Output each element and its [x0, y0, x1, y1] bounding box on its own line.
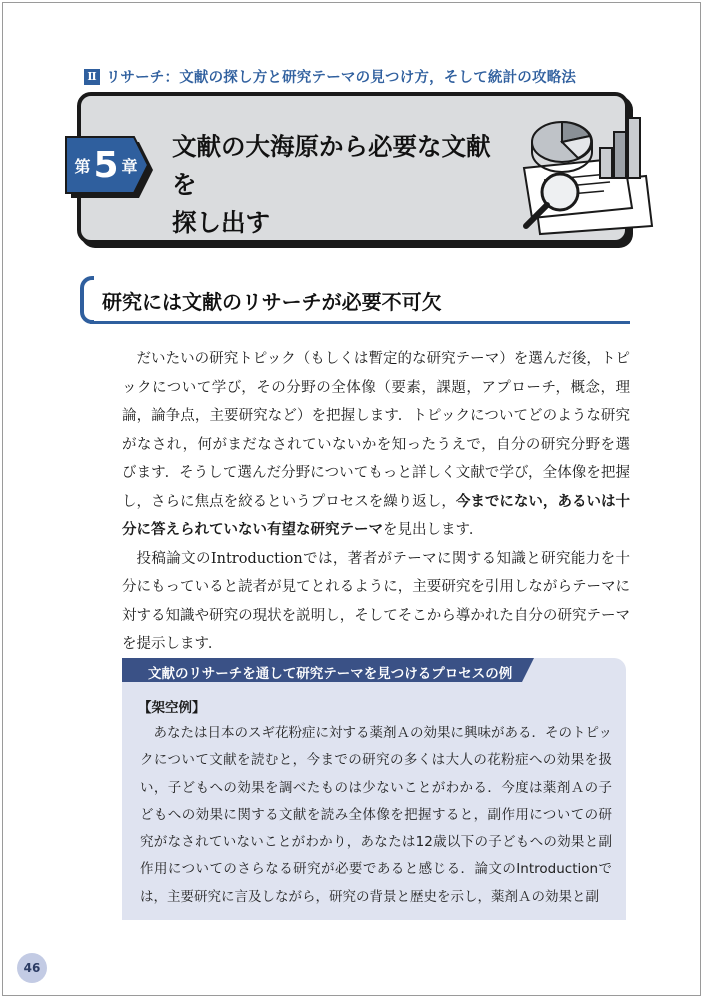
illustration-icon [504, 96, 656, 236]
body-text [122, 345, 630, 659]
paragraph-1-emphasis: 今までにない，あるいは十分に答えられていない有望な研究テーマ [122, 493, 631, 538]
paragraph-1 [122, 345, 630, 545]
part-header [84, 66, 576, 87]
example-callout [122, 658, 626, 920]
chapter-title-line2: 探し出す [172, 208, 270, 237]
section-underline [90, 321, 630, 324]
chapter-number: 5 [93, 144, 119, 186]
chart-and-magnifier-illustration [504, 96, 656, 236]
section-heading [80, 276, 630, 328]
chapter-label [62, 135, 150, 195]
chapter-word-before: 第 [74, 156, 91, 176]
part-number-badge: Ⅱ [84, 69, 100, 85]
paragraph-2: 投稿論文のIntroductionでは，著者がテーマに関する知識と研究能力を十分にもっていると読者が見てとれるように，主要研究を引用しながらテーマに対する知識や研究の現状を説明し，そしてそこから導かれた自分の研究テーマを提示します． [122, 550, 630, 652]
chapter-badge [62, 135, 154, 201]
chapter-word-after: 章 [121, 156, 138, 176]
section-bracket [80, 276, 94, 324]
paragraph-1-part2: を見出します． [383, 522, 484, 538]
callout-text [140, 720, 612, 911]
part-title: リサーチ：文献の探し方と研究テーマの見つけ方，そして統計の攻略法 [106, 70, 577, 86]
page-number: 46 [17, 953, 47, 983]
callout-subtitle: 【架空例】 [138, 700, 206, 716]
chapter-title [172, 128, 512, 242]
section-title: 研究には文献のリサーチが必要不可欠 [102, 290, 442, 314]
callout-paragraph: あなたは日本のスギ花粉症に対する薬剤Ａの効果に興味がある．そのトピックについて文献を読むと，今までの研究の多くは大人の花粉症への効果を扱い，子どもへの効果を調べたものは少ないことがわかる．今度は薬剤Ａの子どもへの効果に関する文献を読み全体像を把握すると，副作用についての研究がなされていないことがわかり，あなたは12歳以下の子どもへの効果と副作用についてのさらなる研究が必要であると感じる．論文のIntroductionでは，主要研究に言及しながら，研究の背景と歴史を示し，薬剤Ａの効果と副 [140, 725, 612, 905]
chapter-title-line1: 文献の大海原から必要な文献を [172, 132, 491, 199]
callout-title: 文献のリサーチを通して研究テーマを見つけるプロセスの例 [148, 666, 513, 682]
paragraph-1-part1: だいたいの研究トピック（もしくは暫定的な研究テーマ）を選んだ後，トピックについて学び，その分野の全体像（要素，課題，アプローチ，概念，理論，論争点，主要研究など）を把握します．トピックについてどのような研究がなされ，何がまだなされていないかを知ったうえで，自分の研究分野を選びます．そうして選んだ分野についてもっと詳しく文献で学び，全体像を把握し，さらに焦点を絞るというプロセスを繰り返し， [122, 351, 630, 510]
